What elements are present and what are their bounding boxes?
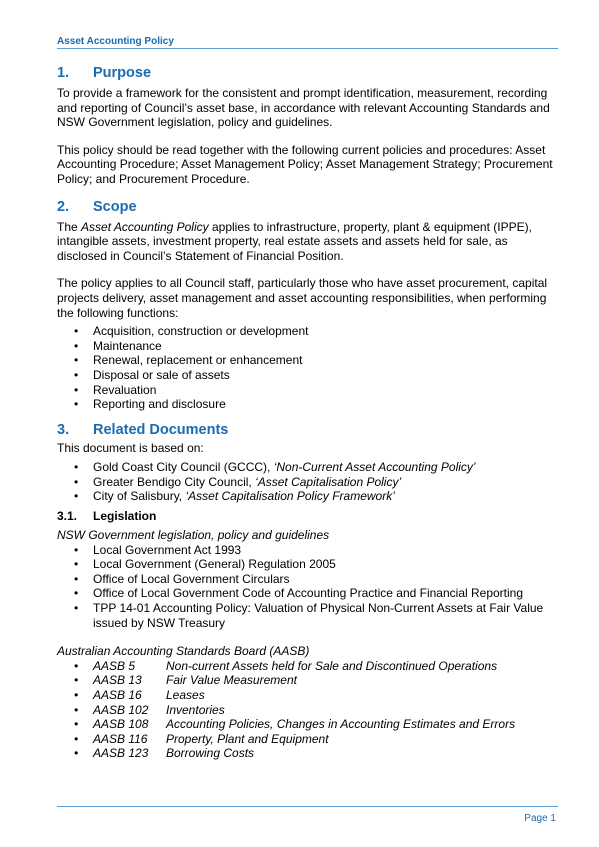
section-number: 1. — [57, 65, 70, 81]
footer-rule — [57, 806, 558, 807]
aasb-code: AASB 108 — [93, 717, 149, 732]
subsection-number: 3.1. — [57, 509, 78, 524]
scope-policy-name: Asset Accounting Policy — [81, 219, 209, 234]
list-item: • Office of Local Government Circulars — [57, 572, 561, 587]
list-item: • Reporting and disclosure — [57, 397, 561, 412]
list-item — [57, 460, 561, 475]
aasb-list — [57, 659, 561, 761]
aasb-title: Fair Value Measurement — [166, 673, 297, 688]
list-item — [57, 489, 561, 504]
page-number: Page 1 — [524, 813, 556, 824]
purpose-paragraph-2: This policy should be read together with the following current policies and procedures: Asset Accounting Procedure; Asset Management Policy; Asset Management Strategy; Procurement Policy; and Procurement Procedure. — [57, 142, 553, 186]
list-item — [57, 673, 561, 688]
section-heading-purpose — [57, 64, 561, 82]
list-item: • Maintenance — [57, 339, 561, 354]
subsection-title: Legislation — [93, 509, 157, 524]
source-doc: ‘Asset Capitalisation Policy Framework’ — [185, 489, 395, 504]
aasb-heading: Australian Accounting Standards Board (AASB) — [57, 644, 310, 659]
aasb-title: Borrowing Costs — [166, 746, 255, 761]
aasb-title: Non-current Assets held for Sale and Discontinued Operations — [166, 658, 498, 673]
subsection-heading-legislation — [57, 509, 561, 524]
aasb-code: AASB 116 — [93, 731, 148, 746]
section-title: Scope — [93, 198, 137, 215]
list-item — [57, 659, 561, 674]
section-heading-related-documents — [57, 421, 561, 439]
list-item: • Office of Local Government Code of Accounting Practice and Financial Reporting — [57, 586, 561, 601]
section-title: Related Documents — [93, 421, 229, 438]
section-number: 3. — [57, 421, 70, 438]
header-rule — [57, 48, 558, 49]
functions-list — [57, 324, 561, 412]
source-doc: ‘Non-Current Asset Accounting Policy’ — [273, 460, 476, 475]
list-item: • Local Government Act 1993 — [57, 543, 561, 558]
source-org: Greater Bendigo City Council, — [93, 474, 256, 489]
aasb-title: Inventories — [166, 702, 225, 717]
section-number: 2. — [57, 198, 70, 215]
aasb-code: AASB 16 — [93, 688, 142, 702]
scope-paragraph-1 — [57, 220, 561, 264]
list-item: • Renewal, replacement or enhancement — [57, 353, 561, 368]
document-body — [57, 61, 561, 761]
section-heading-scope — [57, 198, 561, 216]
header-title: Asset Accounting Policy — [57, 36, 174, 47]
aasb-code: AASB 102 — [93, 702, 149, 717]
aasb-code: AASB 13 — [93, 673, 142, 688]
list-item — [57, 688, 561, 703]
list-item: • Acquisition, construction or development — [57, 324, 561, 339]
list-item: • Revaluation — [57, 383, 561, 398]
aasb-title: Property, Plant and Equipment — [166, 731, 329, 746]
scope-text-post: applies to infrastructure, property, plant & equipment (IPPE), intangible assets, investment property, real estate assets and assets held for sale, as disclosed in Council’s Statement of Financial Position. — [57, 219, 532, 263]
source-org: City of Salisbury, — [93, 489, 186, 504]
source-doc: ‘Asset Capitalisation Policy’ — [255, 474, 402, 489]
aasb-code: AASB 5 — [93, 658, 136, 673]
list-item — [57, 703, 561, 718]
list-item — [57, 746, 561, 761]
section-title: Purpose — [93, 65, 152, 81]
aasb-title: Leases — [166, 688, 205, 702]
list-item — [57, 475, 561, 490]
scope-paragraph-2: The policy applies to all Council staff, particularly those who have asset procurement, capital projects delivery, asset management and asset accounting responsibilities, when performing the following functions: — [57, 276, 548, 320]
nsw-heading: NSW Government legislation, policy and guidelines — [57, 528, 330, 543]
scope-text-pre: The — [57, 219, 82, 234]
source-org: Gold Coast City Council (GCCC), — [93, 460, 274, 475]
list-item — [57, 717, 561, 732]
list-item — [57, 732, 561, 747]
list-item: • TPP 14-01 Accounting Policy: Valuation of Physical Non-Current Assets at Fair Value issued by NSW Treasury — [57, 601, 561, 630]
aasb-code: AASB 123 — [93, 746, 149, 761]
related-intro: This document is based on: — [57, 440, 204, 455]
nsw-list — [57, 543, 561, 631]
aasb-title: Accounting Policies, Changes in Accounting Estimates and Errors — [166, 717, 516, 732]
purpose-paragraph-1: To provide a framework for the consistent and prompt identification, measurement, recording and reporting of Council’s asset base, in accordance with relevant Accounting Standards and NSW Government legislation, policy and guidelines. — [57, 86, 550, 130]
list-item: • Disposal or sale of assets — [57, 368, 561, 383]
related-list — [57, 460, 561, 504]
list-item: • Local Government (General) Regulation 2005 — [57, 557, 561, 572]
